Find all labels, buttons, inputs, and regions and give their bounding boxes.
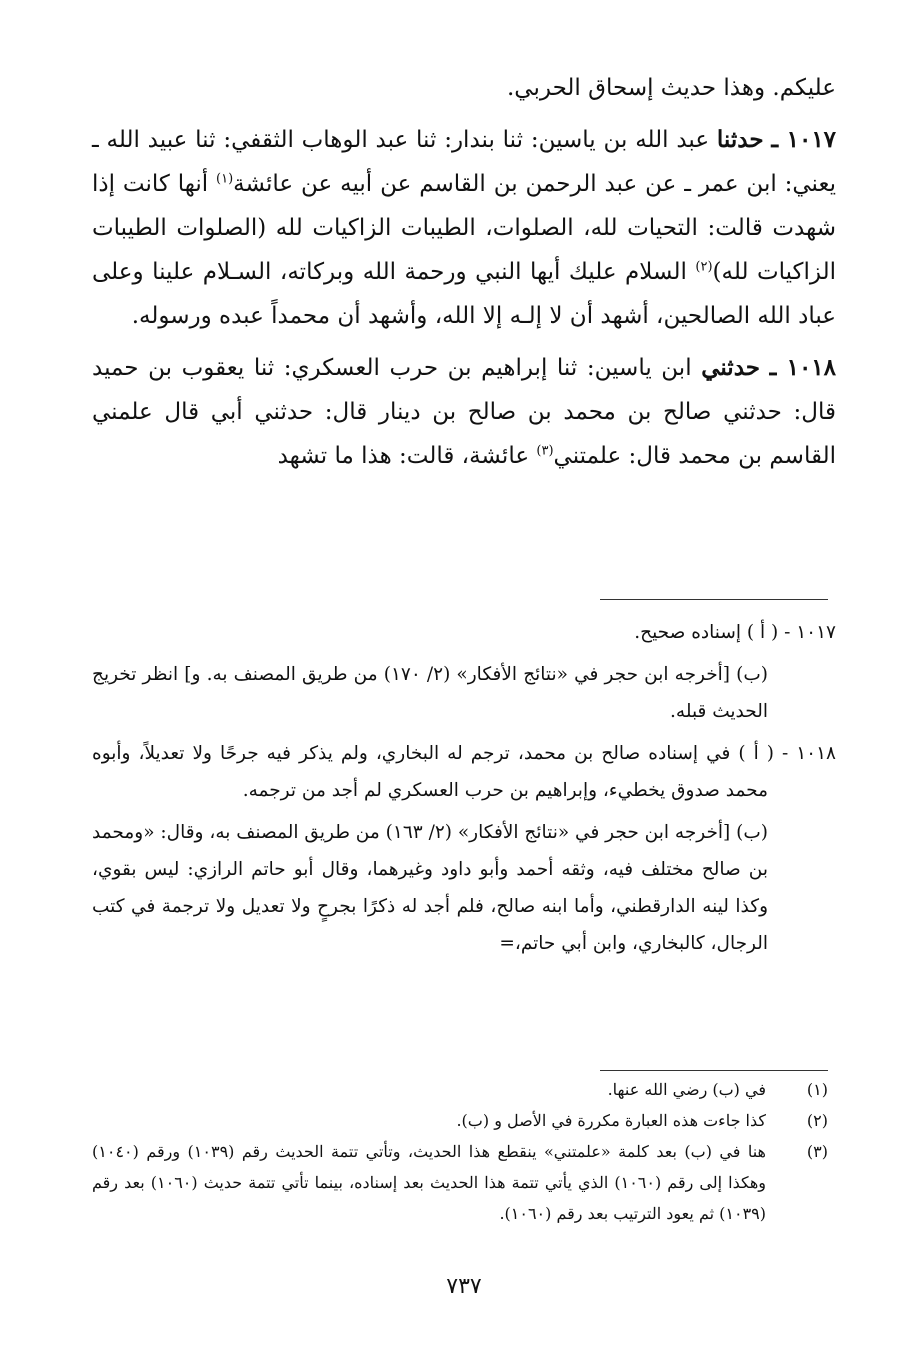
note-1018-b: (ب) [أخرجه ابن حجر في «نتائج الأفكار» (٢/ ١٦٣) من طريق المصنف به، وقال: «ومحمد بن صالح مختلف فيه، وثقه أحمد وأبو داود وغيرهما، وقال أبو حاتم الرازي: ليس بقوي، وكذا لينه الدارقطني، وأما ابنه صالح، فلم أجد له ذكرًا بجرحٍ ولا تعديل ولا ترجمة في كتب الرجال، كالبخاري، وابن أبي حاتم،= (92, 822, 768, 954)
hadith-text: ابن ياسين: ثنا إبراهيم بن حرب العسكري: ثنا يعقوب بن حميد قال: حدثني صالح بن محمد بن صالح بن دينار قال: حدثني أبي قال علمني القاسم بن محمد قال: علمتني (92, 355, 836, 469)
footnote-text: كذا جاءت هذه العبارة مكررة في الأصل و (ب). (456, 1111, 766, 1130)
hadith-text: أنها كانت إذا شهدت قالت: التحيات لله، الصلوات، الطيبات الزاكيات لله (الصلوات الطيبات الزاكيات لله) (92, 171, 836, 285)
footnotes-divider (600, 1070, 828, 1071)
hadith-lead-word: حدثني (701, 354, 760, 381)
footnote (92, 1136, 836, 1229)
note-1018-a: ١٠١٨ - ( أ ) في إسناده صالح بن محمد، ترجم له البخاري، ولم يذكر فيه جرحًا ولا تعديلاً، وأبوه محمد صدوق يخطيء، وإبراهيم بن حرب العسكري لم أجد من ترجمه. (92, 743, 836, 801)
main-text (92, 66, 836, 478)
note-1017-a: ١٠١٧ - ( أ ) إسناده صحيح. (634, 622, 836, 643)
footnote-marker: (٣) (536, 443, 554, 459)
hadith-number: ١٠١٨ ـ (769, 354, 837, 381)
footnote (92, 1074, 836, 1105)
hadith-text: عبد الله بن ياسين: ثنا بندار: ثنا عبد الوهاب الثقفي: ثنا عبيد الله ـ يعني: ابن عمر ـ عن عبد الرحمن بن القاسم عن أبيه عن عائشة (92, 127, 836, 197)
page-number: ٧٣٧ (446, 1274, 482, 1299)
takhrij-notes (92, 614, 836, 962)
footnote-number: (٢) (806, 1111, 828, 1130)
hadith-1017 (92, 118, 836, 338)
note-1017-b: (ب) [أخرجه ابن حجر في «نتائج الأفكار» (٢/ ١٧٠) من طريق المصنف به. و] انظر تخريج الحديث قبله. (92, 664, 768, 722)
hadith-lead-word: حدثنا (716, 126, 764, 153)
footnote-marker: (٢) (695, 259, 713, 275)
footnote-marker: (١) (216, 171, 234, 187)
book-page (92, 66, 836, 1346)
footnote (92, 1105, 836, 1136)
footnote-text: هنا في (ب) بعد كلمة «علمتني» ينقطع هذا الحديث، وتأتي تتمة الحديث رقم (١٠٣٩) ورقم (١٠٤٠) وهكذا إلى رقم (١٠٦٠) الذي يأتي تتمة هذا الحديث بعد إسناده، بينما تأتي تتمة حديث (١٠٦٠) بعد رقم (١٠٣٩) ثم يعود الترتيب بعد رقم (١٠٦٠). (92, 1142, 766, 1223)
footnote-number: (١) (806, 1080, 828, 1099)
hadith-1018 (92, 346, 836, 478)
hadith-text: عائشة، قالت: هذا ما تشهد (277, 443, 537, 469)
footnote-number: (٣) (806, 1142, 828, 1161)
notes-divider (600, 599, 828, 600)
carry-over-line: عليكم. وهذا حديث إسحاق الحربي. (507, 75, 836, 101)
footnotes (92, 1074, 836, 1229)
footnote-text: في (ب) رضي الله عنها. (607, 1080, 766, 1099)
hadith-text: السلام عليك أيها النبي ورحمة الله وبركاته، السـلام علينا وعلى عباد الله الصالحين، أشهد أن لا إلـه إلا الله، وأشهد أن محمداً عبده ورسوله. (92, 259, 836, 329)
hadith-number: ١٠١٧ ـ (771, 126, 837, 153)
